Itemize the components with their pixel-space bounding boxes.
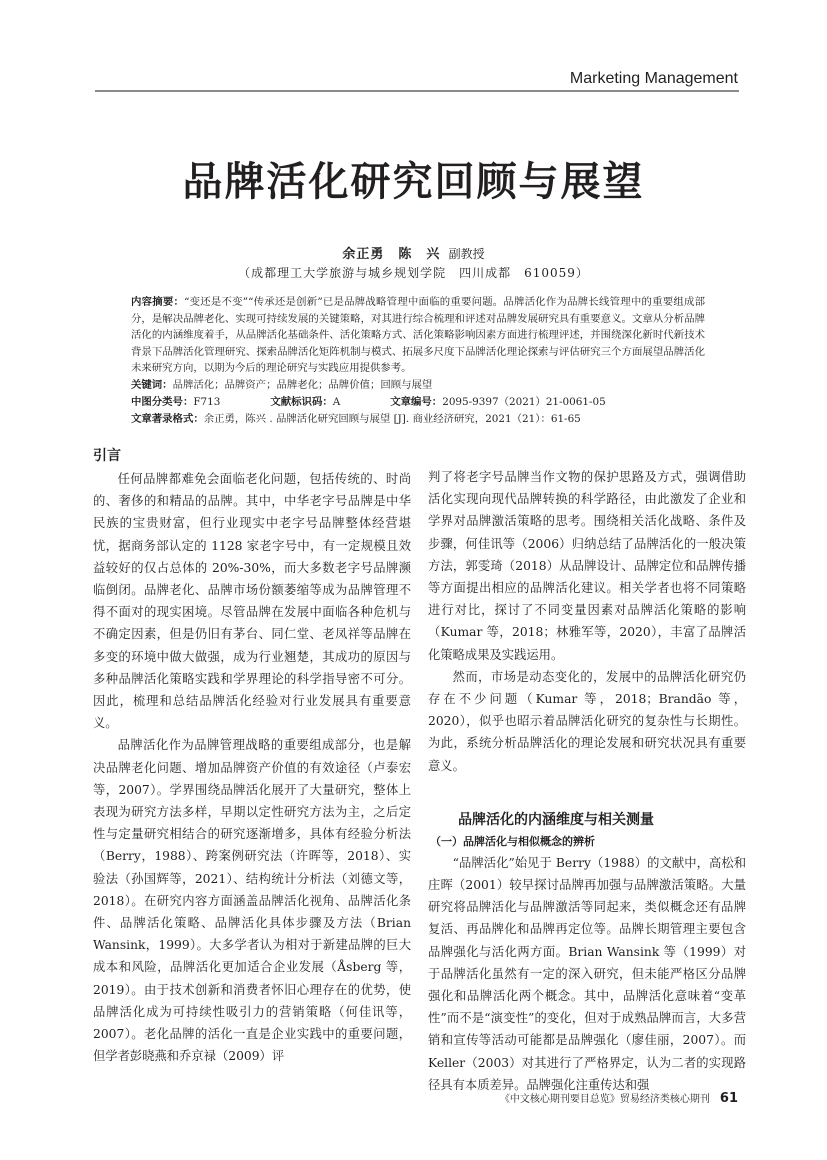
section-heading-introduction: 引言 bbox=[93, 448, 121, 464]
article-no-label: 文章编号： bbox=[390, 395, 443, 408]
body-paragraph: 任何品牌都难免会面临老化问题，包括传统的、时尚的、奢侈的和精品的品牌。其中，中华老字号品牌是中华民族的宝贵财富，但行业现实中老字号品牌整体经营堪忧，据商务部认定的 1128 家老字号中，有一定规模且效益较好的仅占总体的 20%-30%，而大多数老字号品牌濒临倒闭。品牌老化、品牌市场份额萎缩等成为品牌管理不得不面对的现实困境。尽管品牌在发展中面临各种危机与不确定因素，但是仍旧有茅台、同仁堂、老凤祥等品牌在多变的环境中做大做强，成为行业翘楚，其成功的原因与多种品牌活化策略实践和学界理论的科学指导密不可分。因此，梳理和总结品牌活化经验对行业发展具有重要意义。 bbox=[93, 472, 411, 731]
doc-code-label: 文献标识码： bbox=[270, 395, 333, 408]
page-footer bbox=[500, 1090, 738, 1106]
classification-line bbox=[131, 394, 705, 411]
subsection-heading: （一）品牌活化与相似概念的辨析 bbox=[430, 834, 595, 848]
running-header bbox=[95, 68, 738, 90]
abstract-block bbox=[131, 294, 705, 427]
article-title: 品牌活化研究回顾与展望 bbox=[182, 158, 645, 205]
section-name: Marketing Management bbox=[569, 70, 738, 87]
body-column-right bbox=[428, 466, 746, 1096]
header-divider bbox=[95, 90, 739, 92]
body-paragraph: 判了将老字号品牌当作文物的保护思路及方式，强调借助活化实现向现代品牌转换的科学路径，由此激发了企业和学界对品牌激活策略的思考。围绕相关活化战略、条件及步骤，何佳讯等（2006）归纳总结了品牌活化的一般决策方法，郭雯琦（2018）从品牌设计、品牌定位和品牌传播等方面提出相应的品牌活化建议。相关学者也将不同策略进行对比，探讨了不同变量因素对品牌活化策略的影响（Kumar 等，2018；林雅军等，2020），丰富了品牌活化策略成果及实践运用。 bbox=[428, 470, 746, 662]
keywords-text: 品牌活化；品牌资产；品牌老化；品牌价值；回顾与展望 bbox=[172, 378, 433, 391]
clc-label: 中图分类号： bbox=[131, 395, 194, 408]
author-names: 余正勇 陈 兴 bbox=[342, 247, 441, 262]
citation-line bbox=[131, 411, 705, 428]
clc-value: F713 bbox=[193, 395, 221, 408]
keywords-label: 关键词： bbox=[131, 378, 173, 391]
body-paragraph: 然而，市场是动态变化的，发展中的品牌活化研究仍存在不少问题（Kumar 等，2018；Brandão 等，2020），似乎也昭示着品牌活化研究的复杂性与长期性。为此，系统分析品牌活化的理论发展和研究状况具有重要意义。 bbox=[428, 669, 746, 773]
journal-index-note: 《中文核心期刊要目总览》贸易经济类核心期刊 bbox=[499, 1094, 710, 1105]
article-no-value: 2095-9397（2021）21-0061-05 bbox=[442, 395, 606, 408]
keywords-line bbox=[131, 377, 705, 394]
abstract-label: 内容摘要： bbox=[131, 296, 185, 308]
section-heading-connotation: 品牌活化的内涵维度与相关测量 bbox=[458, 811, 654, 828]
doc-code-value: A bbox=[332, 395, 341, 408]
body-column-left bbox=[93, 444, 411, 1067]
citation-label: 文章著录格式： bbox=[131, 412, 204, 425]
page-number: 61 bbox=[719, 1091, 738, 1106]
citation-text: 余正勇，陈兴 . 品牌活化研究回顾与展望 [J]. 商业经济研究，2021（21）：61-65 bbox=[203, 412, 581, 425]
body-paragraph: “品牌活化”始见于 Berry（1988）的文献中，高松和庄晖（2001）较早探讨品牌再加强与品牌激活策略。大量研究将品牌活化与品牌激活等同起来，类似概念还有品牌复活、再品牌化和品牌再定位等。品牌长期管理主要包含品牌强化与活化两方面。Brian Wansink 等（1999）对于品牌活化虽然有一定的深入研究，但未能严格区分品牌强化和品牌活化两个概念。其中，品牌活化意味着“变革性”而不是“演变性”的变化，但对于成熟品牌而言，大多营销和宣传等活动可能都是品牌强化（廖佳丽，2007）。而 Keller（2003）对其进行了严格界定，认为二者的实现路径具有本质差异。品牌强化注重传达和强 bbox=[428, 855, 746, 1092]
author-affiliation: （成都理工大学旅游与城乡规划学院 四川成都 610059） bbox=[238, 266, 589, 280]
abstract-text: “变还是不变”“传承还是创新”已是品牌战略管理中面临的重要问题。品牌活化作为品牌长线管理中的重要组成部分，是解决品牌老化、实现可持续发展的关键策略，对其进行综合梳理和评述对品牌发展研究具有重要意义。文章从分析品牌活化的内涵维度着手，从品牌活化基础条件、活化策略方式、活化策略影响因素方面进行梳理评述，并围绕深化新时代新技术背景下品牌活化管理研究、探索品牌活化矩阵机制与模式、拓展多尺度下品牌活化理论探索与评估研究三个方面展望品牌活化未来研究方向，以期为今后的理论研究与实践应用提供参考。 bbox=[131, 296, 705, 375]
body-paragraph: 品牌活化作为品牌管理战略的重要组成部分，也是解决品牌老化问题、增加品牌资产价值的有效途径（卢泰宏等，2007）。学界围绕品牌活化展开了大量研究，整体上表现为研究方法多样，早期以定性研究方法为主，之后定性与定量研究相结合的研究逐渐增多，具体有经验分析法（Berry，1988）、跨案例研究法（许晖等，2018）、实验法（孙国辉等，2021）、结构统计分析法（刘德文等，2018）。在研究内容方面涵盖品牌活化视角、品牌活化条件、品牌活化策略、品牌活化具体步骤及方法（Brian Wansink，1999）。大多学者认为相对于新建品牌的巨大成本和风险，品牌活化更加适合企业发展（Åsberg 等，2019）。由于技术创新和消费者怀旧心理存在的优势，使品牌活化成为可持续性吸引力的营销策略（何佳讯等，2007）。老化品牌的活化一直是企业实践中的重要问题，但学者彭晓燕和乔京禄（2009）评 bbox=[93, 738, 411, 1064]
author-rank: 副教授 bbox=[448, 247, 485, 261]
abstract bbox=[131, 294, 705, 377]
author-line bbox=[0, 243, 827, 262]
